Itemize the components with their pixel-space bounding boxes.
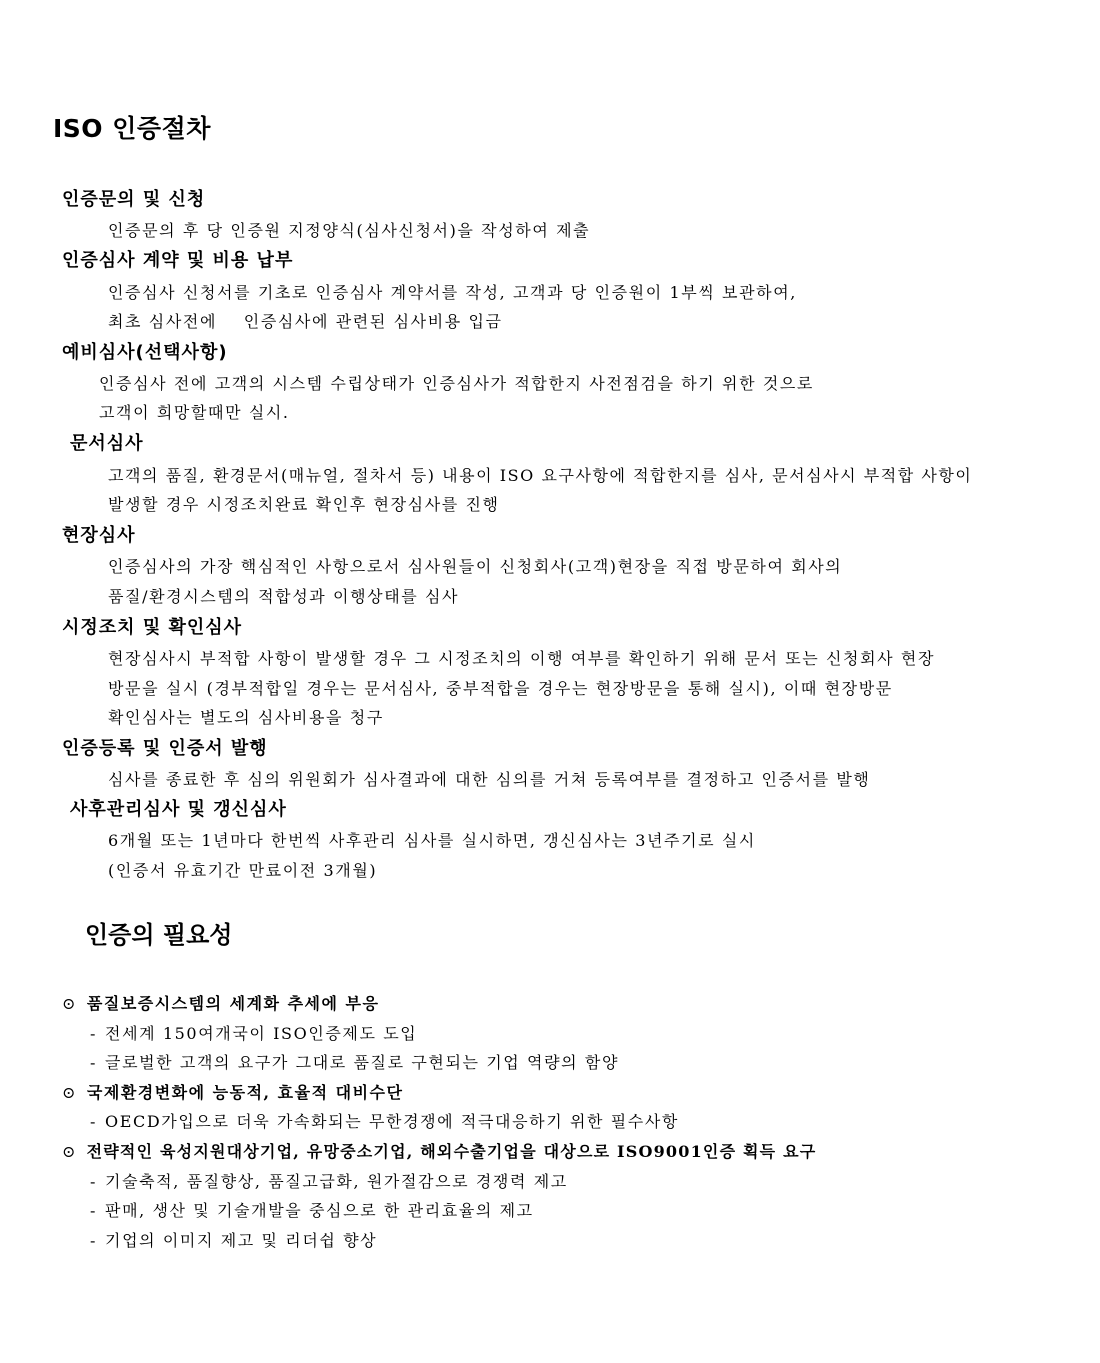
dash-item [90, 1051, 619, 1075]
step-heading: 문서심사 [70, 433, 144, 454]
dash-text: 기업의 이미지 제고 및 리더쉽 향상 [105, 1231, 378, 1250]
step-text: 6개월 또는 1년마다 한번씩 사후관리 심사를 실시하면, 갱신심사는 3년주기로 실시 [108, 831, 756, 850]
bullet-mark: ⊙ [62, 1083, 77, 1102]
dash-item [90, 1229, 377, 1253]
dash-mark: - [90, 1053, 98, 1072]
bullet-item [62, 1081, 403, 1105]
dash-mark: - [90, 1172, 98, 1191]
dash-item [90, 1199, 534, 1223]
step-text: 최초 심사전에 인증심사에 관련된 심사비용 입금 [108, 312, 503, 331]
step-text: (인증서 유효기간 만료이전 3개월) [108, 861, 378, 880]
step-text: 현장심사시 부적합 사항이 발생할 경우 그 시정조치의 이행 여부를 확인하기 위해 문서 또는 신청회사 현장 [108, 649, 936, 668]
bullet-item [62, 992, 379, 1016]
dash-mark: - [90, 1231, 98, 1250]
step-heading: 시정조치 및 확인심사 [62, 617, 243, 638]
step-text: 인증심사 신청서를 기초로 인증심사 계약서를 작성, 고객과 당 인증원이 1부씩 보관하여, [108, 283, 797, 302]
section-title: 인증의 필요성 [85, 921, 233, 949]
step-text: 확인심사는 별도의 심사비용을 청구 [108, 708, 384, 727]
dash-text: 기술축적, 품질향상, 품질고급화, 원가절감으로 경쟁력 제고 [105, 1172, 568, 1191]
step-heading: 예비심사(선택사항) [62, 342, 228, 363]
bullet-title: 국제환경변화에 능동적, 효율적 대비수단 [86, 1083, 404, 1102]
page-title: ISO 인증절차 [53, 114, 211, 143]
bullet-mark: ⊙ [62, 994, 77, 1013]
dash-text: 판매, 생산 및 기술개발을 중심으로 한 관리효율의 제고 [105, 1201, 534, 1220]
step-text: 인증심사의 가장 핵심적인 사항으로서 심사원들이 신청회사(고객)현장을 직접 방문하여 회사의 [108, 557, 843, 576]
step-heading: 인증등록 및 인증서 발행 [62, 738, 268, 759]
dash-text: OECD가입으로 더욱 가속화되는 무한경쟁에 적극대응하기 위한 필수사항 [105, 1112, 679, 1131]
dash-item [90, 1022, 417, 1046]
dash-text: 글로벌한 고객의 요구가 그대로 품질로 구현되는 기업 역량의 함양 [105, 1053, 620, 1072]
step-text: 품질/환경시스템의 적합성과 이행상태를 심사 [108, 587, 460, 606]
dash-mark: - [90, 1112, 98, 1131]
dash-mark: - [90, 1201, 98, 1220]
step-text: 방문을 실시 (경부적합일 경우는 문서심사, 중부적합을 경우는 현장방문을 통해 실시), 이때 현장방문 [108, 679, 893, 698]
dash-mark: - [90, 1024, 98, 1043]
step-text: 심사를 종료한 후 심의 위원회가 심사결과에 대한 심의를 거쳐 등록여부를 결정하고 인증서를 발행 [108, 770, 871, 789]
step-heading: 사후관리심사 및 갱신심사 [70, 799, 287, 820]
step-text: 인증문의 후 당 인증원 지정양식(심사신청서)을 작성하여 제출 [108, 221, 591, 240]
dash-item [90, 1170, 568, 1194]
step-text: 인증심사 전에 고객의 시스템 수립상태가 인증심사가 적합한지 사전점검을 하기 위한 것으로 [99, 374, 814, 393]
step-heading: 인증문의 및 신청 [62, 189, 206, 210]
bullet-item [62, 1140, 816, 1164]
step-heading: 현장심사 [62, 525, 136, 546]
step-text: 발생할 경우 시정조치완료 확인후 현장심사를 진행 [108, 495, 500, 514]
dash-item [90, 1110, 679, 1134]
step-heading: 인증심사 계약 및 비용 납부 [62, 250, 294, 271]
dash-text: 전세계 150여개국이 ISO인증제도 도입 [105, 1024, 418, 1043]
bullet-mark: ⊙ [62, 1142, 77, 1161]
step-text: 고객이 희망할때만 실시. [99, 403, 290, 422]
step-text: 고객의 품질, 환경문서(매뉴얼, 절차서 등) 내용이 ISO 요구사항에 적합한지를 심사, 문서심사시 부적합 사항이 [108, 466, 973, 485]
bullet-title: 품질보증시스템의 세계화 추세에 부응 [86, 994, 380, 1013]
bullet-title: 전략적인 육성지원대상기업, 유망중소기업, 해외수출기업을 대상으로 ISO9001인증 획득 요구 [86, 1142, 817, 1161]
